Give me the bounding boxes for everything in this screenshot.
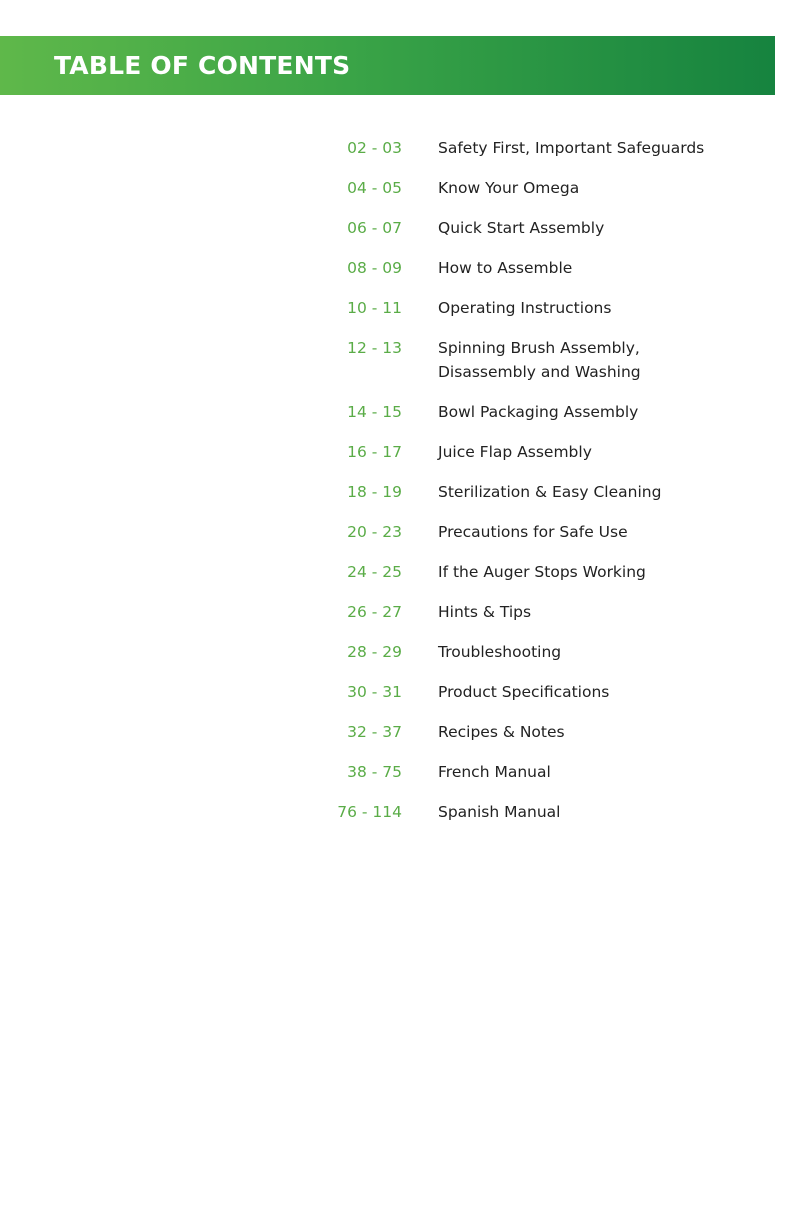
toc-entry <box>330 136 760 176</box>
toc-section-title <box>438 560 738 584</box>
toc-section-title-line: Safety First, Important Safeguards <box>438 139 705 157</box>
toc-section-title-line: Operating Instructions <box>438 299 612 317</box>
toc-entry <box>330 800 760 840</box>
toc-section-title-line: Sterilization & Easy Cleaning <box>438 483 662 501</box>
toc-page-range: 24 - 25 <box>347 563 402 581</box>
toc-entry <box>330 440 760 480</box>
toc-section-title-line: How to Assemble <box>438 259 573 277</box>
toc-page-range: 10 - 11 <box>347 299 402 317</box>
toc-entry <box>330 560 760 600</box>
toc-section-title <box>438 336 738 384</box>
toc-section-title <box>438 296 738 320</box>
toc-entry <box>330 400 760 440</box>
toc-section-title <box>438 640 738 664</box>
toc-page-range: 76 - 114 <box>337 803 402 821</box>
toc-entry <box>330 216 760 256</box>
toc-entry <box>330 640 760 680</box>
toc-section-title-line: French Manual <box>438 763 551 781</box>
toc-entry <box>330 296 760 336</box>
toc-section-title-line: Spanish Manual <box>438 803 561 821</box>
toc-section-title-line: Juice Flap Assembly <box>438 443 592 461</box>
toc-entry <box>330 176 760 216</box>
toc-section-title <box>438 400 738 424</box>
toc-section-title-line: Disassembly and Washing <box>438 363 641 381</box>
toc-section-title <box>438 440 738 464</box>
toc-page-range: 28 - 29 <box>347 643 402 661</box>
toc-section-title <box>438 760 738 784</box>
toc-page-range: 04 - 05 <box>347 179 402 197</box>
toc-section-title-line: Spinning Brush Assembly, <box>438 339 640 357</box>
toc-section-title-line: Product Specifications <box>438 683 610 701</box>
toc-page-range: 02 - 03 <box>347 139 402 157</box>
toc-section-title-line: Bowl Packaging Assembly <box>438 403 639 421</box>
toc-entry <box>330 256 760 296</box>
toc-section-title <box>438 600 738 624</box>
toc-section-title <box>438 256 738 280</box>
toc-page-range: 38 - 75 <box>347 763 402 781</box>
toc-section-title-line: Precautions for Safe Use <box>438 523 628 541</box>
toc-page-range: 18 - 19 <box>347 483 402 501</box>
toc-entry <box>330 480 760 520</box>
toc-entry <box>330 336 760 400</box>
toc-entry <box>330 760 760 800</box>
toc-page-range: 20 - 23 <box>347 523 402 541</box>
toc-entry <box>330 680 760 720</box>
toc-section-title <box>438 800 738 824</box>
toc-page-range: 30 - 31 <box>347 683 402 701</box>
toc-entry <box>330 520 760 560</box>
header-banner <box>0 36 775 95</box>
page-title: TABLE OF CONTENTS <box>54 51 351 80</box>
toc-section-title <box>438 136 738 160</box>
toc-page-range: 14 - 15 <box>347 403 402 421</box>
toc-page-range: 08 - 09 <box>347 259 402 277</box>
toc-page-range: 12 - 13 <box>347 339 402 357</box>
toc-page-range: 32 - 37 <box>347 723 402 741</box>
toc-section-title-line: Recipes & Notes <box>438 723 565 741</box>
toc-section-title <box>438 720 738 744</box>
toc-page-range: 06 - 07 <box>347 219 402 237</box>
toc-section-title <box>438 480 738 504</box>
toc-section-title-line: Know Your Omega <box>438 179 580 197</box>
toc-page-range: 26 - 27 <box>347 603 402 621</box>
toc-entry <box>330 720 760 760</box>
toc-entry <box>330 600 760 640</box>
toc-section-title-line: If the Auger Stops Working <box>438 563 646 581</box>
toc-section-title <box>438 680 738 704</box>
table-of-contents <box>330 136 760 840</box>
toc-page-range: 16 - 17 <box>347 443 402 461</box>
toc-section-title <box>438 216 738 240</box>
toc-section-title-line: Quick Start Assembly <box>438 219 605 237</box>
toc-section-title-line: Troubleshooting <box>438 643 562 661</box>
toc-section-title <box>438 176 738 200</box>
toc-section-title-line: Hints & Tips <box>438 603 532 621</box>
toc-section-title <box>438 520 738 544</box>
